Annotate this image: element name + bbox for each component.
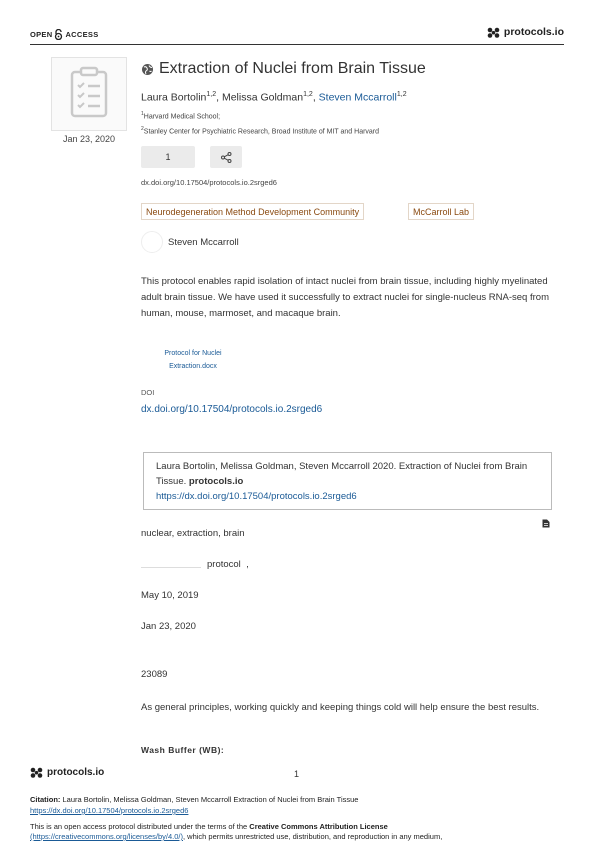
modified-date: Jan 23, 2020	[141, 621, 196, 632]
protocols-logo-icon	[30, 767, 43, 778]
footer-brand[interactable]	[30, 767, 104, 778]
tag-text: Neurodegeneration Method Development Community	[146, 206, 360, 217]
contact-person[interactable]	[141, 231, 239, 253]
affiliation-sup: 2	[141, 126, 144, 132]
protocol-thumbnail	[51, 57, 127, 131]
title-text: Extraction of Nuclei from Brain Tissue	[159, 60, 426, 77]
footer-brand-text: protocols.io	[47, 767, 105, 778]
publish-date: Jan 23, 2020	[62, 134, 116, 144]
author-separator: ,	[216, 91, 222, 104]
file-icon[interactable]	[542, 515, 550, 533]
protocol-divider	[141, 567, 201, 568]
license-link[interactable]: (https://creativecommons.org/licenses/by/4.0/)	[30, 832, 183, 841]
citation-source: protocols.io	[188, 476, 244, 487]
keywords: nuclear, extraction, brain	[141, 528, 245, 539]
protocol-type-comma: ,	[246, 559, 249, 570]
affiliation-text: Stanley Center for Psychiatric Research, Broad Institute of MIT and Harvard	[143, 128, 380, 136]
globe-icon	[141, 63, 154, 76]
author-name-link[interactable]: Steven Mccarroll	[318, 91, 397, 104]
tag-lab[interactable]	[408, 203, 474, 220]
author-affiliation-sup: 1,2	[206, 91, 217, 98]
avatar	[141, 231, 163, 253]
affiliation-sup: 1	[141, 111, 144, 117]
footer-citation-link[interactable]	[30, 806, 188, 816]
section-heading: Wash Buffer (WB):	[141, 745, 225, 755]
footer-doi-link[interactable]: https://dx.doi.org/10.17504/protocols.io.2srged6	[30, 806, 189, 815]
footer-citation-text: Laura Bortolin, Melissa Goldman, Steven Mccarroll Extraction of Nuclei from Brain Tissue	[62, 795, 359, 804]
clipboard-icon	[52, 58, 126, 130]
tag-community[interactable]	[141, 203, 364, 220]
author-list	[141, 91, 407, 104]
affiliation-text: Harvard Medical School;	[143, 113, 221, 121]
protocol-type-label: protocol	[207, 559, 241, 570]
license-text-continued: , which permits unrestricted use, distribution, and reproduction in any medium,	[182, 832, 443, 841]
license-text: This is an open access protocol distributed under the terms of the	[30, 822, 248, 831]
protocol-id: 23089	[141, 669, 168, 680]
affiliation	[141, 126, 379, 135]
open-access-label	[30, 29, 99, 40]
protocols-logo-icon	[487, 27, 500, 38]
works-count-button[interactable]	[141, 146, 195, 168]
footer-license	[30, 822, 388, 832]
person-name: Steven Mccarroll	[168, 236, 239, 248]
footer-citation-label: Citation:	[30, 795, 61, 804]
footer-license-line2	[30, 832, 442, 842]
share-icon	[221, 152, 232, 163]
attachment-name-line2: Extraction.docx	[169, 362, 217, 370]
protocol-type	[207, 559, 249, 570]
page-number: 1	[294, 769, 300, 779]
doi-short[interactable]: dx.doi.org/10.17504/protocols.io.2srged6	[141, 178, 277, 187]
attachment-name-line1: Protocol for Nuclei	[164, 350, 222, 357]
license-name: Creative Commons Attribution License	[249, 822, 388, 831]
citation-link[interactable]: https://dx.doi.org/10.17504/protocols.io.2srged6	[156, 491, 357, 502]
open-lock-icon	[54, 29, 63, 40]
affiliation	[141, 111, 220, 120]
author-separator: ,	[312, 91, 319, 104]
share-button[interactable]	[210, 146, 242, 168]
author-affiliation-sup: 1,2	[303, 91, 313, 98]
doi-link[interactable]: dx.doi.org/10.17504/protocols.io.2srged6	[141, 404, 323, 415]
doi-label: DOI	[141, 388, 155, 397]
author-name[interactable]: Melissa Goldman	[221, 91, 304, 104]
open-access-left-text: OPEN	[30, 30, 53, 39]
guidelines: As general principles, working quickly and keeping things cold will help ensure the best results.	[141, 702, 540, 713]
citation-box	[143, 452, 552, 510]
page-title	[141, 60, 426, 78]
abstract: This protocol enables rapid isolation of intact nuclei from brain tissue, including highly myelinated adult brain tissue. We have used it successfully to extract nuclei for single-nucleus RNA-seq from human, mouse, marmoset, and macaque brain.	[141, 276, 549, 319]
footer-citation	[30, 795, 358, 805]
brand-logo[interactable]	[487, 26, 564, 38]
created-date: May 10, 2019	[141, 590, 199, 601]
works-count-text: 1	[165, 152, 171, 162]
header-divider	[30, 44, 564, 45]
citation-text-block	[156, 459, 551, 504]
brand-text: protocols.io	[503, 26, 564, 38]
author-name[interactable]: Laura Bortolin	[141, 91, 207, 104]
open-access-right-text: ACCESS	[65, 30, 99, 39]
tag-text: McCarroll Lab	[413, 206, 470, 217]
citation-text: Laura Bortolin, Melissa Goldman, Steven Mccarroll 2020. Extraction of Nuclei from Brain Tissue.	[156, 461, 528, 487]
author-affiliation-sup: 1,2	[396, 91, 407, 98]
attachment-link[interactable]	[158, 348, 228, 373]
